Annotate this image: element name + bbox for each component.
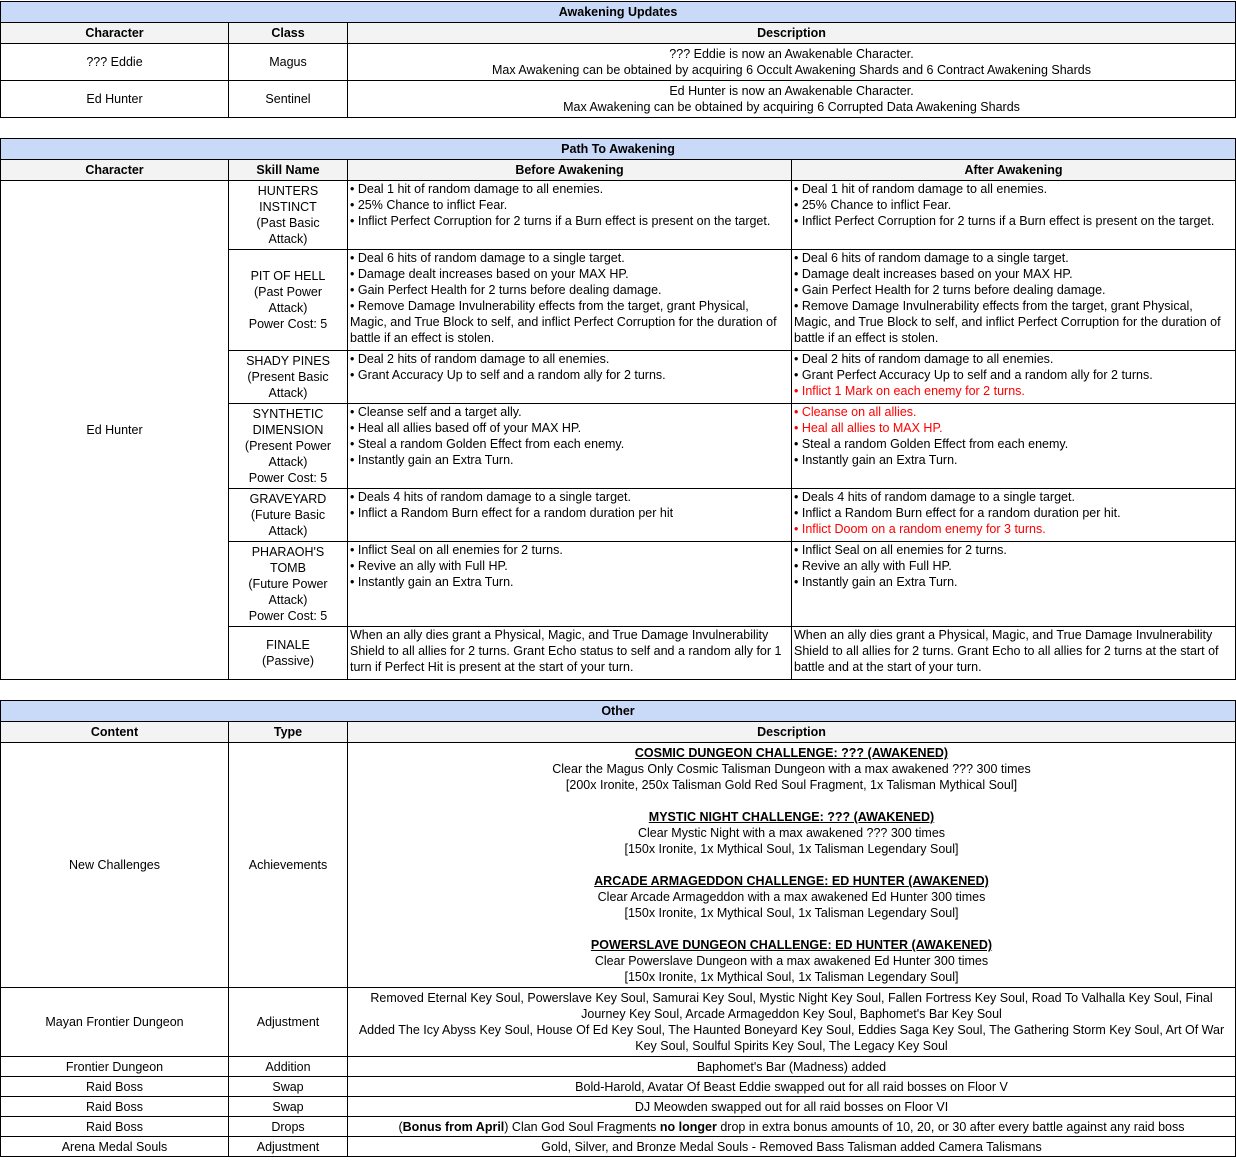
effect-line: • Instantly gain an Extra Turn. (794, 575, 958, 589)
effect-line: • Damage dealt increases based on your MAX HP. (794, 267, 1073, 281)
header-character: Character (1, 160, 229, 181)
skill-name-line: INSTINCT (259, 200, 317, 214)
challenge-requirement: Clear Arcade Armageddon with a max awakened Ed Hunter 300 times (597, 890, 986, 904)
header-skill-name: Skill Name (229, 160, 348, 181)
character-cell: ??? Eddie (1, 44, 229, 81)
table-row (1, 743, 1236, 988)
effect-line: • Gain Perfect Health for 2 turns before dealing damage. (350, 283, 662, 297)
description-cell (348, 44, 1236, 81)
description-line: Ed Hunter is now an Awakenable Character. (669, 84, 914, 98)
effect-line: • Revive an ally with Full HP. (794, 559, 952, 573)
skill-name-line: Power Cost: 5 (248, 471, 328, 485)
before-awakening-cell (348, 489, 792, 542)
effect-line: • Steal a random Golden Effect from each enemy. (350, 437, 625, 451)
after-awakening-cell (792, 351, 1236, 404)
skill-name-line: (Present Power (244, 439, 332, 453)
no-longer-label: no longer (659, 1119, 717, 1134)
before-awakening-cell (348, 542, 792, 627)
challenge-requirement: Clear the Magus Only Cosmic Talisman Dungeon with a max awakened ??? 300 times (552, 762, 1031, 776)
type-cell: Adjustment (229, 988, 348, 1057)
spacer (350, 793, 1233, 809)
effect-line: • Inflict Perfect Corruption for 2 turns if a Burn effect is present on the target. (350, 214, 771, 228)
skill-name-line: Attack) (268, 301, 308, 315)
effect-line: • Heal all allies based off of your MAX HP. (350, 421, 582, 435)
effect-line: • Gain Perfect Health for 2 turns before dealing damage. (794, 283, 1106, 297)
other-table (0, 700, 1236, 1157)
challenge-requirement: Clear Mystic Night with a max awakened ??? 300 times (637, 826, 946, 840)
bonus-label: Bonus from April (402, 1119, 505, 1134)
skill-name-cell (229, 351, 348, 404)
skill-name-cell (229, 627, 348, 680)
description-line: ??? Eddie is now an Awakenable Character. (669, 47, 914, 61)
text-fragment: ) Clan God Soul Fragments (504, 1119, 660, 1134)
effect-line: • Inflict Doom on a random enemy for 3 turns. (794, 522, 1046, 536)
table-row (1, 1137, 1236, 1157)
path-to-awakening-table (0, 138, 1236, 680)
description-cell (348, 743, 1236, 988)
effect-line: • Deal 2 hits of random damage to all enemies. (794, 352, 1054, 366)
header-class: Class (229, 23, 348, 44)
challenge-title: MYSTIC NIGHT CHALLENGE: ??? (AWAKENED) (648, 810, 935, 824)
path-to-awakening-title: Path To Awakening (1, 139, 1236, 160)
effect-line: • Instantly gain an Extra Turn. (350, 453, 514, 467)
table-row (1, 1117, 1236, 1137)
type-cell: Addition (229, 1057, 348, 1077)
awakening-updates-title: Awakening Updates (1, 2, 1236, 23)
character-cell: Ed Hunter (1, 81, 229, 118)
skill-name-cell (229, 489, 348, 542)
skill-name-line: Power Cost: 5 (248, 609, 328, 623)
effect-line: • Deals 4 hits of random damage to a single target. (794, 490, 1075, 504)
skill-name-line: PHARAOH'S (251, 545, 325, 559)
effect-line: • Inflict a Random Burn effect for a random duration per hit. (794, 506, 1121, 520)
effect-line: • Damage dealt increases based on your MAX HP. (350, 267, 629, 281)
effect-line: • Cleanse self and a target ally. (350, 405, 522, 419)
skill-row (1, 181, 1236, 250)
text-fragment: ( (398, 1119, 403, 1134)
type-cell: Adjustment (229, 1137, 348, 1157)
content-cell: New Challenges (1, 743, 229, 988)
challenge-reward: [200x Ironite, 250x Talisman Gold Red Soul Fragment, 1x Talisman Mythical Soul] (565, 778, 1018, 792)
challenge-title: COSMIC DUNGEON CHALLENGE: ??? (AWAKENED) (634, 746, 949, 760)
effect-line: • Remove Damage Invulnerability effects from the target, grant Physical, Magic, and True Block to self, and inflict Perfect Corruption for the duration of battle if an effect is stolen. (794, 299, 1221, 345)
skill-name-line: PIT OF HELL (250, 269, 326, 283)
removed-key-souls: Removed Eternal Key Soul, Powerslave Key Soul, Samurai Key Soul, Mystic Night Key Soul, Fallen Fortress Key Soul, Road To Valhalla Key Soul, Final Journey Key Soul, Arcade Armageddon Key Soul, Baphomet's Bar Key Soul (370, 991, 1213, 1021)
type-cell: Achievements (229, 743, 348, 988)
spacer (350, 921, 1233, 937)
skill-name-line: Attack) (268, 524, 308, 538)
skill-name-line: (Past Basic (256, 216, 320, 230)
skill-name-line: DIMENSION (252, 423, 324, 437)
header-type: Type (229, 722, 348, 743)
header-description: Description (348, 23, 1236, 44)
effect-line: • Deal 1 hit of random damage to all enemies. (794, 182, 1048, 196)
description-cell: Gold, Silver, and Bronze Medal Souls - Removed Bass Talisman added Camera Talismans (348, 1137, 1236, 1157)
before-awakening-cell (348, 181, 792, 250)
skill-name-line: Power Cost: 5 (248, 317, 328, 331)
content-cell: Frontier Dungeon (1, 1057, 229, 1077)
before-awakening-cell (348, 250, 792, 351)
skill-name-line: (Passive) (261, 654, 315, 668)
effect-line: • Deal 1 hit of random damage to all enemies. (350, 182, 604, 196)
skill-name-line: Attack) (268, 593, 308, 607)
before-awakening-cell (348, 351, 792, 404)
header-content: Content (1, 722, 229, 743)
effect-line: • Deal 2 hits of random damage to all enemies. (350, 352, 610, 366)
skill-name-line: (Past Power (253, 285, 323, 299)
other-title: Other (1, 701, 1236, 722)
table-row (1, 1077, 1236, 1097)
before-awakening-cell (348, 627, 792, 680)
header-after-awakening: After Awakening (792, 160, 1236, 181)
type-cell: Drops (229, 1117, 348, 1137)
spacer (350, 857, 1233, 873)
type-cell: Swap (229, 1097, 348, 1117)
before-awakening-cell (348, 404, 792, 489)
skill-name-line: SHADY PINES (246, 354, 330, 368)
table-row (1, 988, 1236, 1057)
challenge-title: ARCADE ARMAGEDDON CHALLENGE: ED HUNTER (AWAKENED) (594, 874, 989, 888)
skill-name-line: GRAVEYARD (249, 492, 327, 506)
skill-name-line: Attack) (268, 386, 308, 400)
skill-name-line: HUNTERS (257, 184, 319, 198)
skill-name-line: Attack) (268, 455, 308, 469)
added-key-souls: Added The Icy Abyss Key Soul, House Of Ed Key Soul, The Haunted Boneyard Key Soul, Eddies Saga Key Soul, The Gathering Storm Key Soul, Art Of War Key Soul, Soulful Spirits Key Soul, The Legacy Key Soul (358, 1023, 1225, 1053)
skill-name-cell (229, 181, 348, 250)
after-awakening-cell (792, 250, 1236, 351)
skill-name-line: SYNTHETIC (252, 407, 324, 421)
effect-line: • Inflict Seal on all enemies for 2 turns. (794, 543, 1007, 557)
table-row (1, 1057, 1236, 1077)
skill-name-cell (229, 404, 348, 489)
table-row (1, 44, 1236, 81)
skill-name-line: (Future Power (248, 577, 328, 591)
effect-line: • Steal a random Golden Effect from each enemy. (794, 437, 1069, 451)
effect-line: • Remove Damage Invulnerability effects from the target, grant Physical, Magic, and True Block to self, and inflict Perfect Corruption for the duration of battle if an effect is stolen. (350, 299, 777, 345)
effect-line: • 25% Chance to inflict Fear. (350, 198, 508, 212)
effect-line: • 25% Chance to inflict Fear. (794, 198, 952, 212)
class-cell: Sentinel (229, 81, 348, 118)
header-description: Description (348, 722, 1236, 743)
effect-line: • Heal all allies to MAX HP. (794, 421, 943, 435)
description-cell: Baphomet's Bar (Madness) added (348, 1057, 1236, 1077)
awakening-updates-table (0, 1, 1236, 118)
content-cell: Raid Boss (1, 1097, 229, 1117)
header-character: Character (1, 23, 229, 44)
after-awakening-cell (792, 181, 1236, 250)
skill-name-line: TOMB (270, 561, 306, 575)
description-cell: Bold-Harold, Avatar Of Beast Eddie swapped out for all raid bosses on Floor V (348, 1077, 1236, 1097)
after-awakening-cell (792, 489, 1236, 542)
after-awakening-cell (792, 542, 1236, 627)
skill-name-line: Attack) (268, 232, 308, 246)
challenge-reward: [150x Ironite, 1x Mythical Soul, 1x Talisman Legendary Soul] (624, 842, 959, 856)
challenge-reward: [150x Ironite, 1x Mythical Soul, 1x Talisman Legendary Soul] (624, 970, 959, 984)
header-before-awakening: Before Awakening (348, 160, 792, 181)
text-fragment: drop in extra bonus amounts of 10, 20, or 30 after every battle against any raid boss (716, 1119, 1185, 1134)
effect-line: • Deals 4 hits of random damage to a single target. (350, 490, 631, 504)
content-cell: Raid Boss (1, 1117, 229, 1137)
content-cell: Arena Medal Souls (1, 1137, 229, 1157)
class-cell: Magus (229, 44, 348, 81)
effect-line: • Inflict 1 Mark on each enemy for 2 turns. (794, 384, 1025, 398)
effect-line: • Deal 6 hits of random damage to a single target. (794, 251, 1069, 265)
skill-name-cell (229, 542, 348, 627)
after-awakening-cell (792, 627, 1236, 680)
type-cell: Swap (229, 1077, 348, 1097)
content-cell: Raid Boss (1, 1077, 229, 1097)
effect-line: • Grant Accuracy Up to self and a random ally for 2 turns. (350, 368, 666, 382)
table-row (1, 81, 1236, 118)
table-row (1, 1097, 1236, 1117)
effect-line: • Grant Perfect Accuracy Up to self and a random ally for 2 turns. (794, 368, 1153, 382)
effect-line: • Cleanse on all allies. (794, 405, 917, 419)
effect-line: When an ally dies grant a Physical, Magic, and True Damage Invulnerability Shield to all allies for 2 turns. Grant Echo to all allies for 2 turns at the start of battle and at the start of your turn. (794, 628, 1219, 674)
skill-name-line: (Future Basic (250, 508, 326, 522)
effect-line: • Inflict a Random Burn effect for a random duration per hit (350, 506, 674, 520)
effect-line: • Inflict Perfect Corruption for 2 turns if a Burn effect is present on the target. (794, 214, 1215, 228)
effect-line: When an ally dies grant a Physical, Magic, and True Damage Invulnerability Shield to all allies for 2 turns. Grant Echo status to self and a random ally for 1 turn if Perfect Hit is present at the start of your turn. (350, 628, 782, 674)
content-cell: Mayan Frontier Dungeon (1, 988, 229, 1057)
skill-name-cell (229, 250, 348, 351)
character-cell: Ed Hunter (1, 181, 229, 680)
effect-line: • Inflict Seal on all enemies for 2 turns. (350, 543, 563, 557)
skill-name-line: (Present Basic (247, 370, 329, 384)
effect-line: • Instantly gain an Extra Turn. (794, 453, 958, 467)
description-cell (348, 1117, 1236, 1137)
description-line: Max Awakening can be obtained by acquiring 6 Occult Awakening Shards and 6 Contract Awakening Shards (492, 63, 1091, 77)
effect-line: • Revive an ally with Full HP. (350, 559, 508, 573)
description-cell (348, 81, 1236, 118)
description-cell: DJ Meowden swapped out for all raid bosses on Floor VI (348, 1097, 1236, 1117)
effect-line: • Deal 6 hits of random damage to a single target. (350, 251, 625, 265)
description-cell (348, 988, 1236, 1057)
after-awakening-cell (792, 404, 1236, 489)
description-line: Max Awakening can be obtained by acquiring 6 Corrupted Data Awakening Shards (563, 100, 1020, 114)
challenge-requirement: Clear Powerslave Dungeon with a max awakened Ed Hunter 300 times (594, 954, 989, 968)
effect-line: • Instantly gain an Extra Turn. (350, 575, 514, 589)
challenge-title: POWERSLAVE DUNGEON CHALLENGE: ED HUNTER (AWAKENED) (590, 938, 993, 952)
challenge-reward: [150x Ironite, 1x Mythical Soul, 1x Talisman Legendary Soul] (624, 906, 959, 920)
skill-name-line: FINALE (266, 638, 310, 652)
